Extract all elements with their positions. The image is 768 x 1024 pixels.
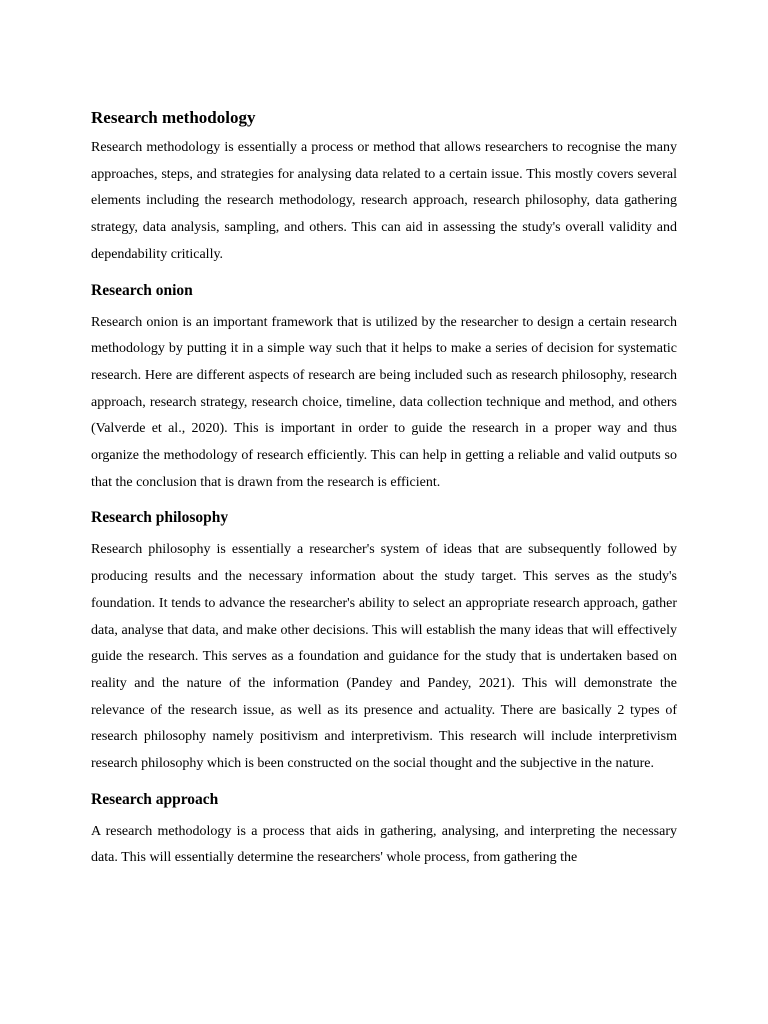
section-heading: Research methodology bbox=[91, 108, 256, 127]
section-paragraph: Research methodology is essentially a process or method that allows researchers to recognise the many approaches, steps, and strategies for analysing data related to a certain issue. This mostly covers several elements including the research methodology, research approach, research philosophy, data gathering strategy, data analysis, sampling, and others. This can aid in assessing the study's overall validity and dependability critically. bbox=[91, 140, 677, 262]
section-research-philosophy bbox=[91, 507, 677, 777]
section-paragraph: Research philosophy is essentially a researcher's system of ideas that are subsequently followed by producing results and the necessary information about the study target. This serves as the study's foundation. It tends to advance the researcher's ability to select an appropriate research approach, gather data, analyse that data, and make other decisions. This will establish the many ideas that will effectively guide the research. This serves as a foundation and guidance for the study that is undertaken based on reality and the nature of the information (Pandey and Pandey, 2021). This will demonstrate the relevance of the research issue, as well as its presence and actuality. There are basically 2 types of research philosophy namely positivism and interpretivism. This research will include interpretivism research philosophy which is been constructed on the social thought and the subjective in the nature. bbox=[91, 542, 677, 772]
section-research-approach bbox=[91, 789, 677, 872]
section-paragraph: Research onion is an important framework that is utilized by the researcher to design a certain research methodology by putting it in a simple way such that it helps to make a series of decision for systematic research. Here are different aspects of research are being included such as research philosophy, research approach, research strategy, research choice, timeline, data collection technique and method, and others (Valverde et al., 2020). This is important in order to guide the research in a proper way and thus organize the methodology of research efficiently. This can help in getting a reliable and valid outputs so that the conclusion that is drawn from the research is efficient. bbox=[91, 314, 677, 490]
document-page bbox=[91, 106, 677, 883]
section-heading: Research onion bbox=[91, 281, 193, 299]
section-heading: Research approach bbox=[91, 790, 219, 808]
section-paragraph: A research methodology is a process that aids in gathering, analysing, and interpreting the necessary data. This will essentially determine the researchers' whole process, from gathering the bbox=[91, 823, 677, 866]
section-research-onion bbox=[91, 280, 677, 497]
section-heading: Research philosophy bbox=[91, 509, 229, 527]
section-research-methodology bbox=[91, 106, 677, 269]
